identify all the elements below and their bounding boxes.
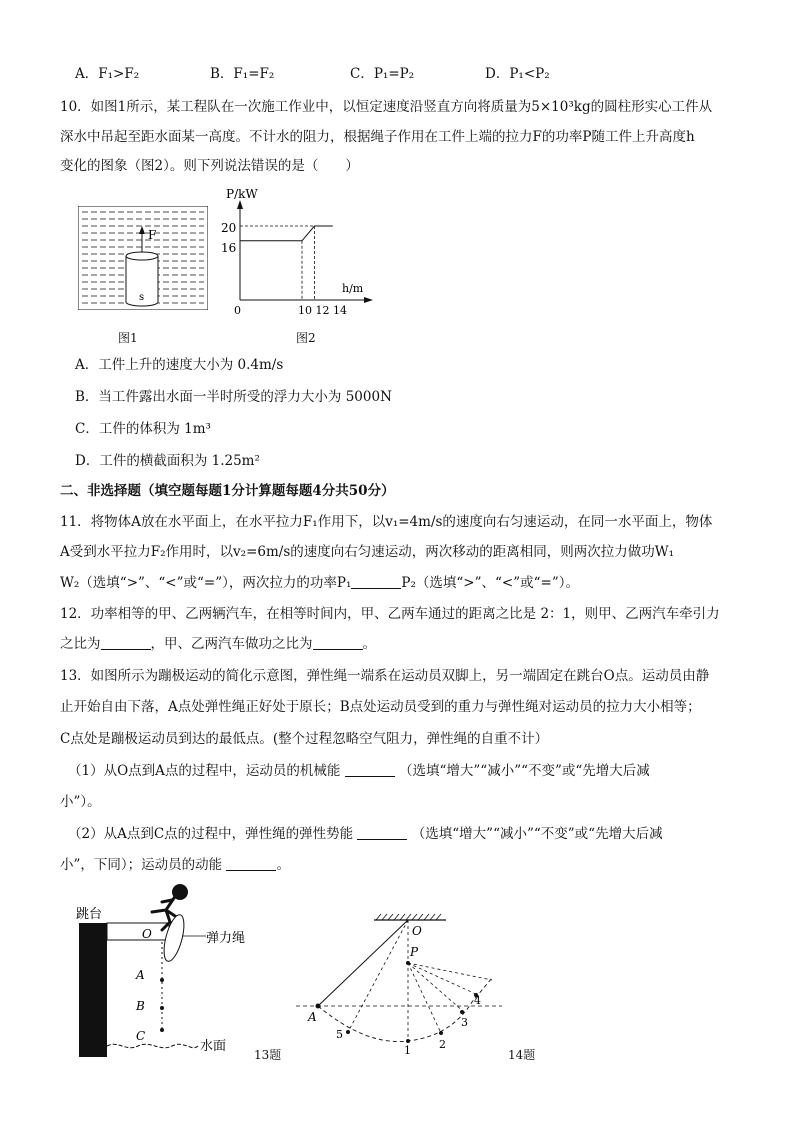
line-P-3 — [408, 963, 464, 1012]
point-A-label: A — [136, 968, 145, 982]
point-C — [160, 1028, 164, 1032]
water-label: 水面 — [200, 1039, 227, 1054]
ceiling-hatch — [376, 914, 441, 920]
q12-line2c: 。 — [362, 636, 376, 652]
x-axis-label: h/m — [342, 282, 364, 295]
line-O-5 — [348, 920, 408, 1032]
point-O-label: O — [412, 924, 422, 938]
point-5 — [346, 1030, 350, 1034]
point-P — [406, 961, 410, 965]
point-2 — [439, 1031, 443, 1035]
cylinder-bottom-label: s — [139, 292, 145, 303]
water-surface-line — [107, 1044, 198, 1047]
point-1 — [406, 1039, 410, 1043]
q11-line2: A受到水平拉力F₂作用时，以v₂=6m/s的速度向右匀速运动，两次移动的距离相同，则两次拉力做功W₁ — [60, 544, 675, 560]
q10-figure2-caption: 图2 — [296, 331, 316, 345]
q10-option-a: A．工件上升的速度大小为 0.4m/s — [75, 357, 284, 373]
q11-line1: 11．将物体A放在水平面上，在水平拉力F₁作用下，以v₁=4m/s的速度向右匀速运动，在同一水平面上，物体 — [60, 514, 713, 530]
q12-blank-work-ratio[interactable] — [313, 635, 363, 650]
point-A — [316, 1004, 321, 1009]
q14-figure — [296, 908, 510, 1058]
q13-blank-kinetic-energy[interactable] — [226, 856, 276, 871]
point-4-label: 4 — [474, 994, 481, 1007]
q10-option-b: B．当工件露出水面一半时所受的浮力大小为 5000N — [75, 389, 392, 405]
q13-blank-mech-energy[interactable] — [345, 762, 395, 777]
q11-line3b: P₂（选填“>”、“<”或“=”）。 — [401, 575, 579, 591]
q12-line2a: 之比为 — [60, 636, 101, 652]
q13-line2: 止开始自由下落，A点处弹性绳正好处于原长；B点处运动员受到的重力与弹性绳对运动员的拉力大小相等； — [60, 699, 701, 715]
y-tick-20: 20 — [221, 221, 237, 235]
q10-figure2-chart — [218, 184, 378, 324]
q12-blank-force-ratio[interactable] — [101, 635, 151, 650]
line-P-2 — [408, 963, 441, 1033]
section2-heading: 二、非选择题（填空题每题1分计算题每题4分共50分） — [60, 483, 395, 499]
y-axis-arrow — [237, 200, 243, 209]
point-A — [160, 978, 164, 982]
q13-sub2d: 。 — [276, 857, 290, 873]
origin-label: 0 — [234, 304, 241, 317]
force-label: F — [148, 228, 157, 242]
q10-option-c: C．工件的体积为 1m³ — [75, 421, 211, 437]
q10-figure1 — [78, 206, 208, 310]
q12-line2 — [60, 634, 376, 654]
platform-tower — [79, 923, 107, 1057]
q13-line1: 13．如图所示为蹦极运动的简化示意图，弹性绳一端系在运动员双脚上，另一端固定在跳台O点。运动员由静 — [60, 668, 710, 684]
point-C-label: C — [136, 1029, 146, 1043]
swing-path — [318, 978, 492, 1042]
y-axis-label: P/kW — [226, 187, 258, 201]
q13-blank-elastic-energy[interactable] — [357, 825, 407, 840]
q9-options — [60, 64, 760, 84]
q13-sub1a: （1）从O点到A点的过程中，运动员的机械能 — [68, 763, 341, 779]
line-P-extension — [408, 963, 492, 980]
platform-deck — [107, 923, 169, 940]
point-A-label: A — [308, 1010, 317, 1024]
q11-line3a: W₂（选填“>”、“<”或“=”），两次拉力的功率P₁ — [60, 575, 352, 591]
q13-sub2a: （2）从A点到C点的过程中，弹性绳的弹性势能 — [68, 826, 354, 842]
point-O-label: O — [142, 927, 152, 941]
q12-line2b: ，甲、乙两汽车做功之比为 — [150, 636, 313, 652]
point-B — [160, 1006, 164, 1010]
point-P-label: P — [410, 945, 419, 959]
y-tick-16: 16 — [221, 241, 237, 255]
q10-option-d: D．工件的横截面积为 1.25m² — [75, 453, 260, 469]
q9-option-c: C．P₁=P₂ — [350, 66, 415, 82]
point-3 — [460, 1010, 464, 1014]
q9-option-a: A．F₁>F₂ — [75, 66, 140, 82]
q12-line1: 12．功率相等的甲、乙两辆汽车，在相等时间内，甲、乙两车通过的距离之比是 2：1，则甲、乙两汽车牵引力 — [60, 606, 720, 622]
q13-sub2b: （选填“增大”“减小”“不变”或“先增大后减 — [411, 826, 663, 842]
q13-line3: C点处是蹦极运动员到达的最低点。(整个过程忽略空气阻力，弹性绳的自重不计） — [60, 731, 549, 747]
q13-sub2-line1 — [68, 824, 663, 844]
platform-label: 跳台 — [76, 907, 103, 922]
q11-blank-p[interactable] — [351, 574, 401, 589]
q14-figure-caption: 14题 — [508, 1048, 536, 1062]
q11-line3 — [60, 573, 579, 593]
point-2-label: 2 — [439, 1038, 446, 1051]
point-B-label: B — [136, 999, 145, 1013]
q13-figure-caption: 13题 — [254, 1048, 282, 1062]
q13-sub1-line1 — [68, 761, 650, 781]
q13-sub1b: （选填“增大”“减小”“不变”或“先增大后减 — [399, 763, 650, 779]
line-P-4 — [408, 963, 478, 995]
q10-figure1-caption: 图1 — [118, 331, 138, 345]
series-line-P — [240, 226, 333, 241]
rope-label: 弹力绳 — [206, 931, 246, 946]
q9-option-d: D．P₁<P₂ — [485, 66, 550, 82]
point-3-label: 3 — [461, 1016, 468, 1029]
point-1-label: 1 — [404, 1044, 411, 1057]
q13-figure — [70, 880, 310, 1060]
string-OA — [318, 920, 408, 1006]
point-5-label: 5 — [336, 1028, 343, 1041]
q10-stem-line1: 10．如图1所示，某工程队在一次施工作业中，以恒定速度沿竖直方向将质量为5×10³kg的圆柱形实心工件从 — [60, 99, 713, 115]
q10-stem-line2: 深水中吊起至距水面某一高度。不计水的阻力，根据绳子作用在工件上端的拉力F的功率P随工件上升高度h — [60, 129, 695, 145]
q13-sub2c: 小”，下同）；运动员的动能 — [60, 857, 223, 873]
q13-sub1-line2: 小”）。 — [60, 794, 101, 810]
x-axis-arrow — [364, 297, 373, 303]
q13-sub2-line2 — [60, 855, 290, 875]
q9-option-b: B．F₁=F₂ — [210, 66, 275, 82]
x-ticks: 10 12 14 — [298, 304, 347, 317]
q10-stem-line3: 变化的图象（图2）。则下列说法错误的是（ ） — [60, 158, 359, 174]
